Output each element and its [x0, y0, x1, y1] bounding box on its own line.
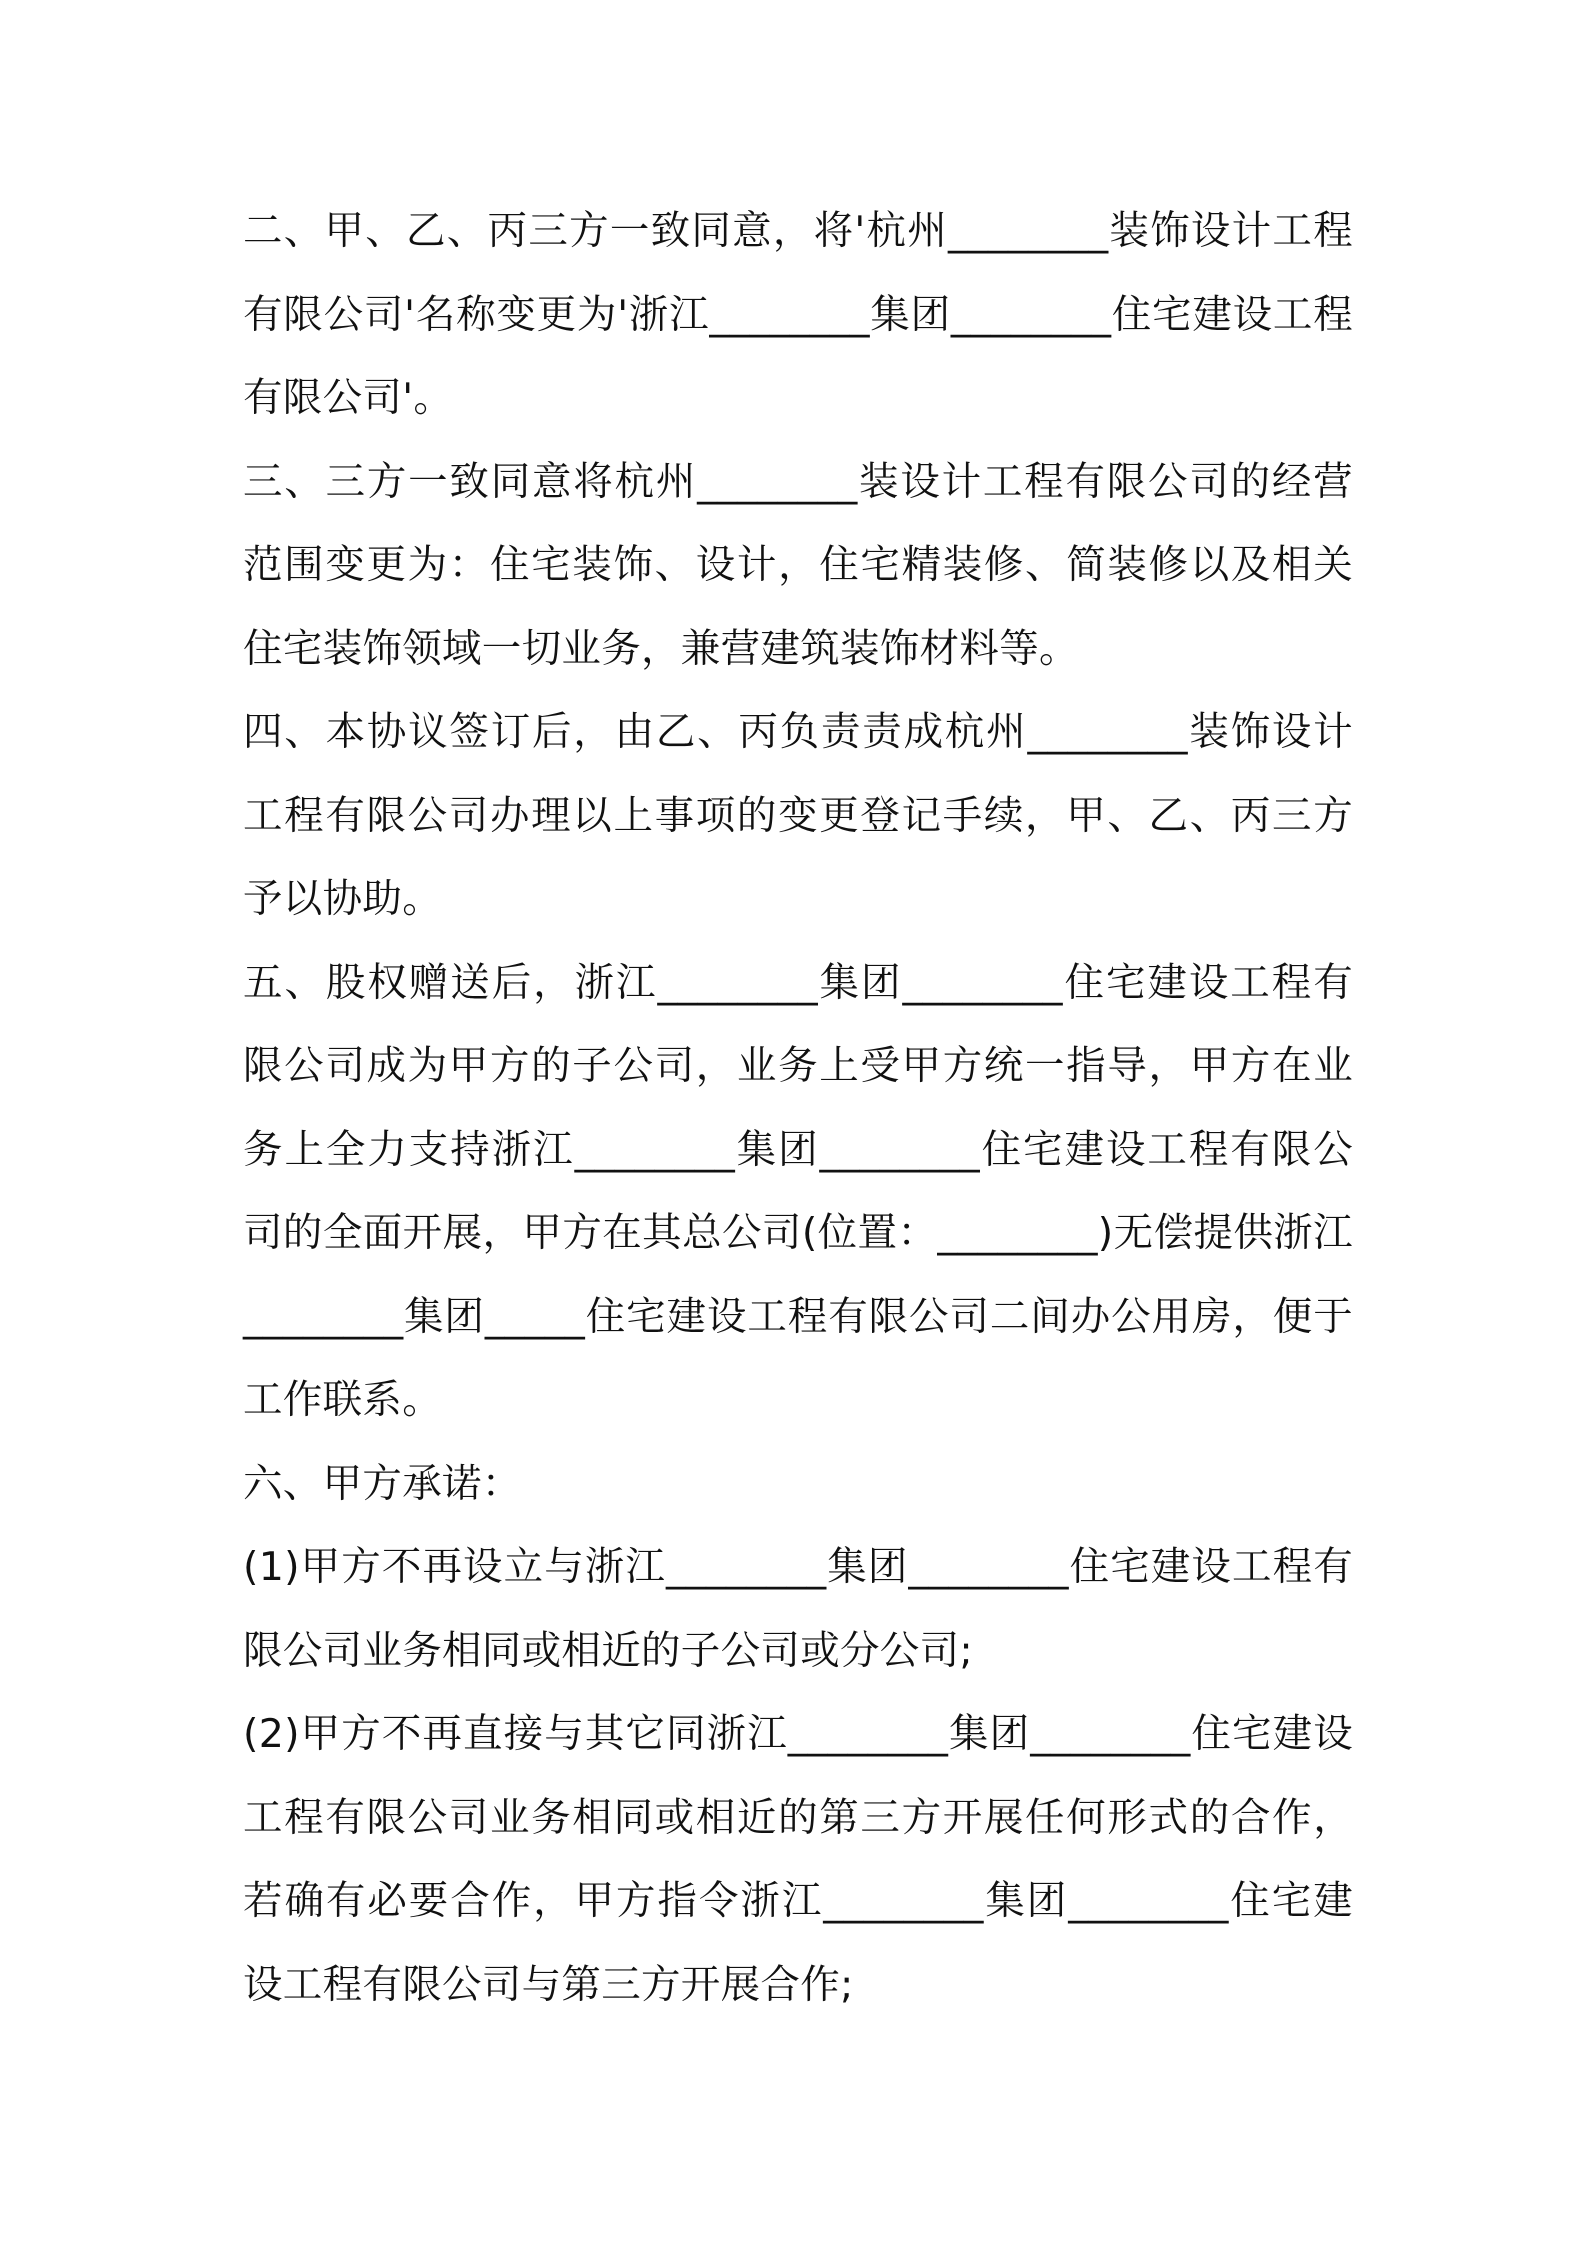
- clause-6-item-1: (1)甲方不再设立与浙江________集团________住宅建设工程有限公司业务相同或相近的子公司或分公司;: [243, 1544, 1353, 1674]
- clause-6-heading: 六、甲方承诺：: [243, 1460, 522, 1507]
- document-body: [243, 190, 1353, 2027]
- clause-6-item-2: (2)甲方不再直接与其它同浙江________集团________住宅建设工程有限公司业务相同或相近的第三方开展任何形式的合作，若确有必要合作，甲方指令浙江________集团________住宅建设工程有限公司与第三方开展合作;: [243, 1711, 1353, 2008]
- clause-4: 四、本协议签订后，由乙、丙负责责成杭州________装饰设计工程有限公司办理以上事项的变更登记手续，甲、乙、丙三方予以协助。: [243, 709, 1353, 922]
- clause-5: 五、股权赠送后，浙江________集团________住宅建设工程有限公司成为甲方的子公司，业务上受甲方统一指导，甲方在业务上全力支持浙江________集团________住宅建设工程有限公司的全面开展，甲方在其总公司(位置：________)无偿提供浙江________集团_____住宅建设工程有限公司二间办公用房，便于工作联系。: [243, 959, 1353, 1423]
- clause-2: 二、甲、乙、丙三方一致同意，将'杭州________装饰设计工程有限公司'名称变更为'浙江________集团________住宅建设工程有限公司'。: [243, 208, 1353, 421]
- clause-3: 三、三方一致同意将杭州________装设计工程有限公司的经营范围变更为：住宅装饰、设计，住宅精装修、简装修以及相关住宅装饰领域一切业务，兼营建筑装饰材料等。: [243, 458, 1353, 672]
